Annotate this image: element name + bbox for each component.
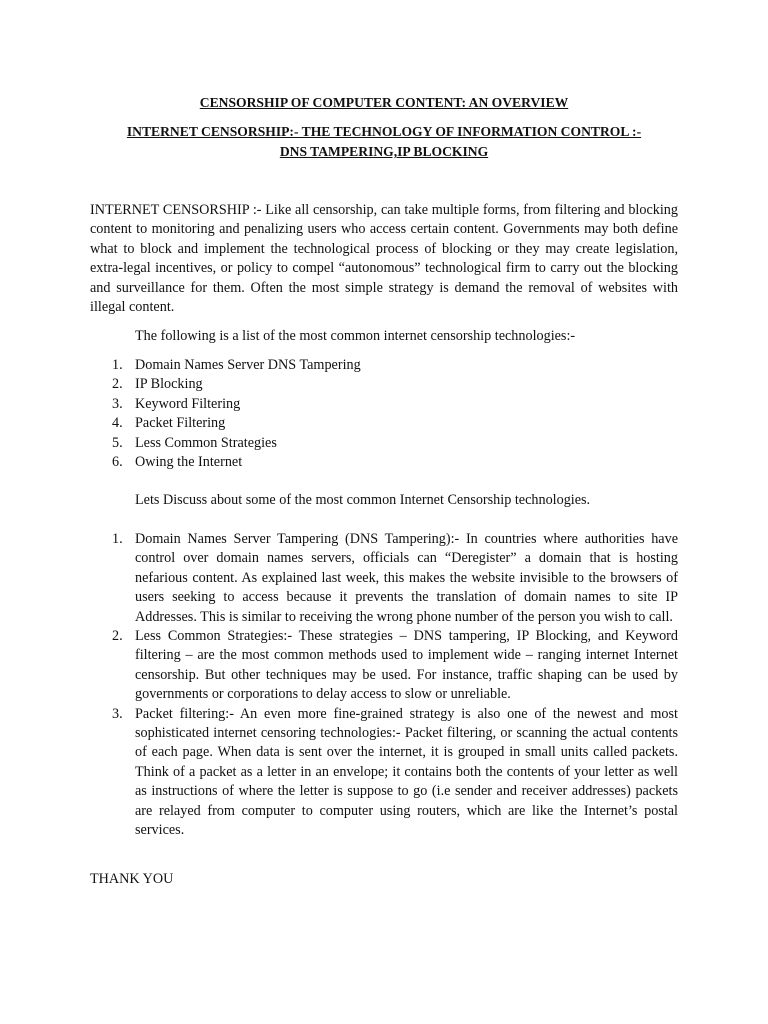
discuss-intro: Lets Discuss about some of the most common Internet Censorship technologies. [135, 492, 591, 508]
intro-paragraph: INTERNET CENSORSHIP :- Like all censorship, can take multiple forms, from filtering and blocking content to monitoring and penalizing users who access certain content. Governments may both define what to block and implement the technological process of blocking or they may create legislation, extra-legal incentives, or policy to compel “autonomous” technological firm to carry out the blocking and surveillance for them. Often the most simple strategy is demand the removal of websites with illegal content. [90, 202, 678, 316]
detail-text: Less Common Strategies:- These strategies – DNS tampering, IP Blocking, and Keyword filtering – are the most common methods used to implement wide – ranging internet Internet censorship. But other techniques may be used. For instance, traffic shaping can be used by governments or corporations to delay access to slow or unreliable. [135, 628, 678, 703]
document-title: CENSORSHIP OF COMPUTER CONTENT: AN OVERVIEW [199, 95, 569, 110]
detail-number: 1. [112, 531, 123, 547]
detail-item [90, 627, 678, 705]
list-text: Domain Names Server DNS Tampering [135, 357, 361, 373]
list-text: IP Blocking [135, 376, 203, 393]
subtitle-line-2: DNS TAMPERING,IP BLOCKING [279, 144, 489, 159]
list-number: 5. [112, 434, 123, 451]
list-item [90, 453, 678, 472]
subtitle-line-1: INTERNET CENSORSHIP:- THE TECHNOLOGY OF INFORMATION CONTROL :- [126, 124, 642, 139]
detail-item [90, 530, 678, 627]
list-intro: The following is a list of the most common internet censorship technologies:- [135, 328, 576, 344]
technology-list [90, 356, 678, 472]
detail-number: 2. [112, 628, 123, 645]
list-text: Packet Filtering [135, 415, 226, 432]
list-number: 6. [112, 454, 123, 471]
list-text: Less Common Strategies [135, 434, 277, 451]
detail-item [90, 705, 678, 841]
list-item [90, 434, 678, 453]
detail-number: 3. [112, 705, 123, 722]
list-number: 3. [112, 395, 123, 412]
list-text: Owing the Internet [135, 454, 243, 471]
closing-text: THANK YOU [90, 871, 174, 887]
list-number: 2. [112, 376, 123, 393]
list-text: Keyword Filtering [135, 395, 241, 412]
list-item [90, 356, 678, 375]
details-list [90, 530, 678, 841]
list-number: 4. [112, 415, 123, 432]
document-subtitle [90, 122, 678, 162]
list-item [90, 395, 678, 414]
list-item [90, 414, 678, 433]
detail-text: Packet filtering:- An even more fine-grained strategy is also one of the newest and most sophisticated internet censoring technologies:- Packet filtering, or scanning the actual contents of each page. When data is sent over the internet, it is grouped in small units called packets. Think of a packet as a letter in an envelope; it contains both the contents of your letter as well as instructions of where the letter is suppose to go (i.e sender and receiver addresses) packets are relayed from computer to computer using routers, which are like the Internet’s postal services. [135, 705, 678, 839]
detail-text: Domain Names Server Tampering (DNS Tampering):- In countries where authorities have control over domain names servers, officials can “Deregister” a domain that is hosting nefarious content. As explained last week, this makes the website invisible to the browsers of users seeking to access because it prevents the translation of domain names to site IP Addresses. This is similar to receiving the wrong phone number of the person you wish to call. [135, 531, 678, 625]
list-item [90, 375, 678, 394]
list-number: 1. [112, 357, 123, 373]
